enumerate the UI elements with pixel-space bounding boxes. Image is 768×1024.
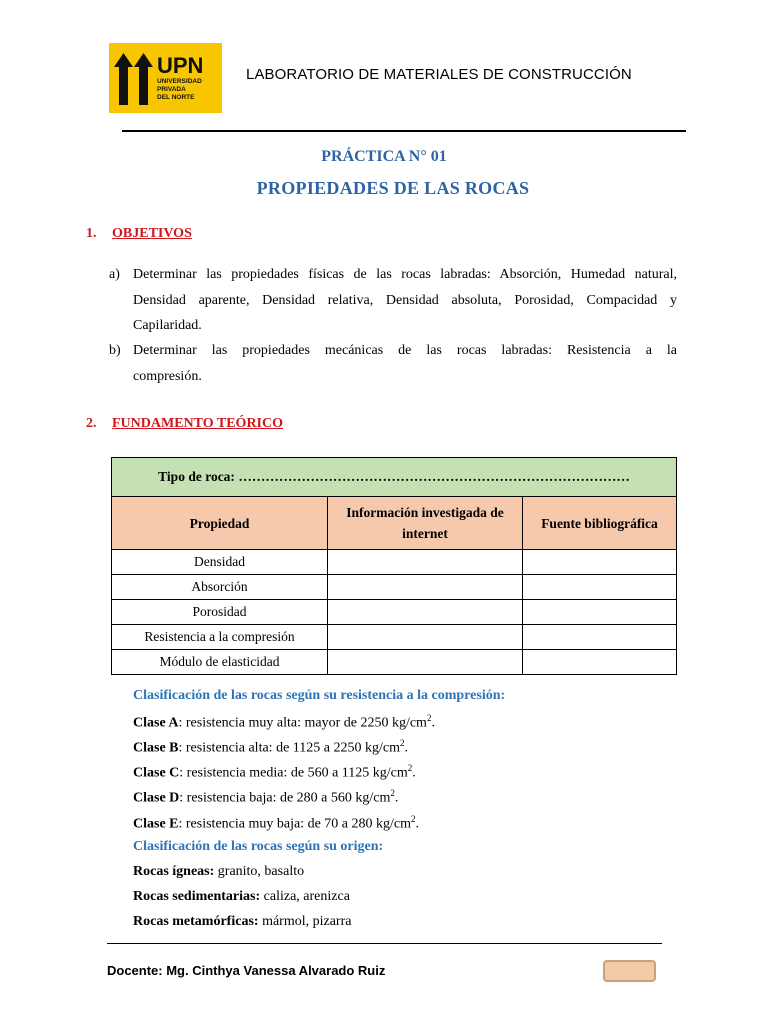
header-propiedad: Propiedad — [112, 497, 328, 550]
clase-text: : resistencia baja: de 280 a 560 kg/cm — [179, 790, 391, 806]
clase-end: . — [412, 765, 416, 781]
section-fundamento-heading — [86, 416, 283, 432]
info-cell[interactable] — [328, 550, 523, 575]
table-row — [112, 625, 677, 650]
clase-label: Clase B — [133, 740, 179, 756]
table-row — [112, 600, 677, 625]
source-cell[interactable] — [523, 575, 677, 600]
property-cell: Porosidad — [112, 600, 328, 625]
header-informacion: Información investigada de internet — [328, 497, 523, 550]
objective-b — [109, 338, 677, 389]
tipo-roca-cell[interactable] — [112, 458, 677, 497]
origen-line — [133, 889, 350, 905]
clase-text: : resistencia muy baja: de 70 a 280 kg/cm — [178, 816, 411, 832]
clasificacion-origen-heading: Clasificación de las rocas según su origen: — [133, 839, 384, 854]
clasificacion-resistencia-heading: Clasificación de las rocas según su resistencia a la compresión: — [133, 688, 506, 703]
svg-text:UPN: UPN — [157, 53, 204, 78]
section-title: OBJETIVOS — [112, 226, 192, 241]
source-cell[interactable] — [523, 625, 677, 650]
origen-examples: mármol, pizarra — [258, 914, 352, 929]
tipo-roca-row — [112, 458, 677, 497]
section-number: 2. — [86, 416, 97, 431]
origen-label: Rocas sedimentarias: — [133, 889, 261, 904]
clase-end: . — [394, 790, 399, 806]
footer-divider — [107, 943, 662, 944]
clase-label: Clase D — [133, 790, 180, 806]
property-cell: Módulo de elasticidad — [112, 650, 328, 675]
clase-sup: 2 — [411, 814, 416, 824]
header-divider — [122, 130, 686, 132]
info-cell[interactable] — [328, 650, 523, 675]
table-row — [112, 650, 677, 675]
clase-label: Clase E — [133, 816, 179, 832]
clase-end: . — [404, 740, 408, 756]
clase-line — [133, 763, 416, 782]
property-cell: Absorción — [112, 575, 328, 600]
footer-docente: Docente: Mg. Cinthya Vanessa Alvarado Ruiz — [107, 963, 386, 978]
section-number: 1. — [86, 226, 97, 241]
objective-line: compresión. — [133, 368, 202, 384]
clase-line — [133, 814, 419, 833]
info-cell[interactable] — [328, 625, 523, 650]
clase-text: : resistencia alta: de 1125 a 2250 kg/cm — [178, 740, 400, 756]
properties-table — [111, 457, 677, 675]
svg-text:PRIVADA: PRIVADA — [157, 86, 186, 93]
objective-line: Capilaridad. — [133, 318, 202, 333]
property-cell: Densidad — [112, 550, 328, 575]
origen-label: Rocas ígneas: — [133, 864, 215, 879]
clase-line — [133, 788, 398, 807]
section-title: FUNDAMENTO TEÓRICO — [112, 416, 284, 431]
lab-title: LABORATORIO DE MATERIALES DE CONSTRUCCIÓN — [246, 66, 632, 83]
clase-sup: 2 — [426, 713, 432, 723]
practica-number: PRÁCTICA N° 01 — [321, 148, 447, 165]
clase-end: . — [415, 816, 419, 832]
svg-text:DEL NORTE: DEL NORTE — [157, 94, 195, 101]
clase-text: : resistencia media: de 560 a 1125 kg/cm — [179, 765, 408, 781]
objective-label: a) — [109, 267, 120, 282]
clase-sup: 2 — [407, 763, 413, 773]
clase-line — [133, 713, 435, 732]
svg-text:UNIVERSIDAD: UNIVERSIDAD — [157, 78, 202, 85]
source-cell[interactable] — [523, 650, 677, 675]
objective-line: Densidad aparente, Densidad relativa, Densidad absoluta, Porosidad, Compacidad y — [133, 292, 677, 308]
clase-label: Clase C — [133, 765, 180, 781]
table-header-row — [112, 497, 677, 550]
clase-sup: 2 — [390, 788, 395, 798]
table-row — [112, 550, 677, 575]
clase-label: Clase A — [133, 715, 179, 731]
clase-sup: 2 — [399, 738, 405, 748]
origen-label: Rocas metamórficas: — [133, 914, 259, 929]
header-fuente: Fuente bibliográfica — [523, 497, 677, 550]
objective-line: Determinar las propiedades mecánicas de las rocas labradas: Resistencia a la — [133, 343, 677, 358]
info-cell[interactable] — [328, 575, 523, 600]
origen-line — [133, 914, 351, 930]
tipo-roca-label: Tipo de roca: — [158, 469, 235, 484]
objective-label: b) — [109, 343, 121, 358]
objective-a — [109, 262, 677, 339]
origen-examples: granito, basalto — [214, 864, 305, 879]
source-cell[interactable] — [523, 550, 677, 575]
origen-line — [133, 864, 304, 880]
clase-line — [133, 738, 408, 757]
upn-logo-icon — [109, 43, 222, 113]
clase-text: : resistencia muy alta: mayor de 2250 kg/cm — [178, 715, 427, 731]
source-cell[interactable] — [523, 600, 677, 625]
property-cell: Resistencia a la compresión — [112, 625, 328, 650]
tipo-roca-blank: …………………………………………………………………………… — [238, 469, 630, 484]
page-title: PROPIEDADES DE LAS ROCAS — [256, 178, 530, 198]
origen-examples: caliza, arenizca — [260, 889, 350, 904]
table-row — [112, 575, 677, 600]
objective-line: Determinar las propiedades físicas de las rocas labradas: Absorción, Humedad natural, — [133, 267, 677, 282]
clase-end: . — [431, 715, 435, 731]
info-cell[interactable] — [328, 600, 523, 625]
upn-logo — [109, 43, 222, 113]
section-objetivos-heading — [86, 226, 192, 242]
page-number-box — [603, 960, 656, 982]
